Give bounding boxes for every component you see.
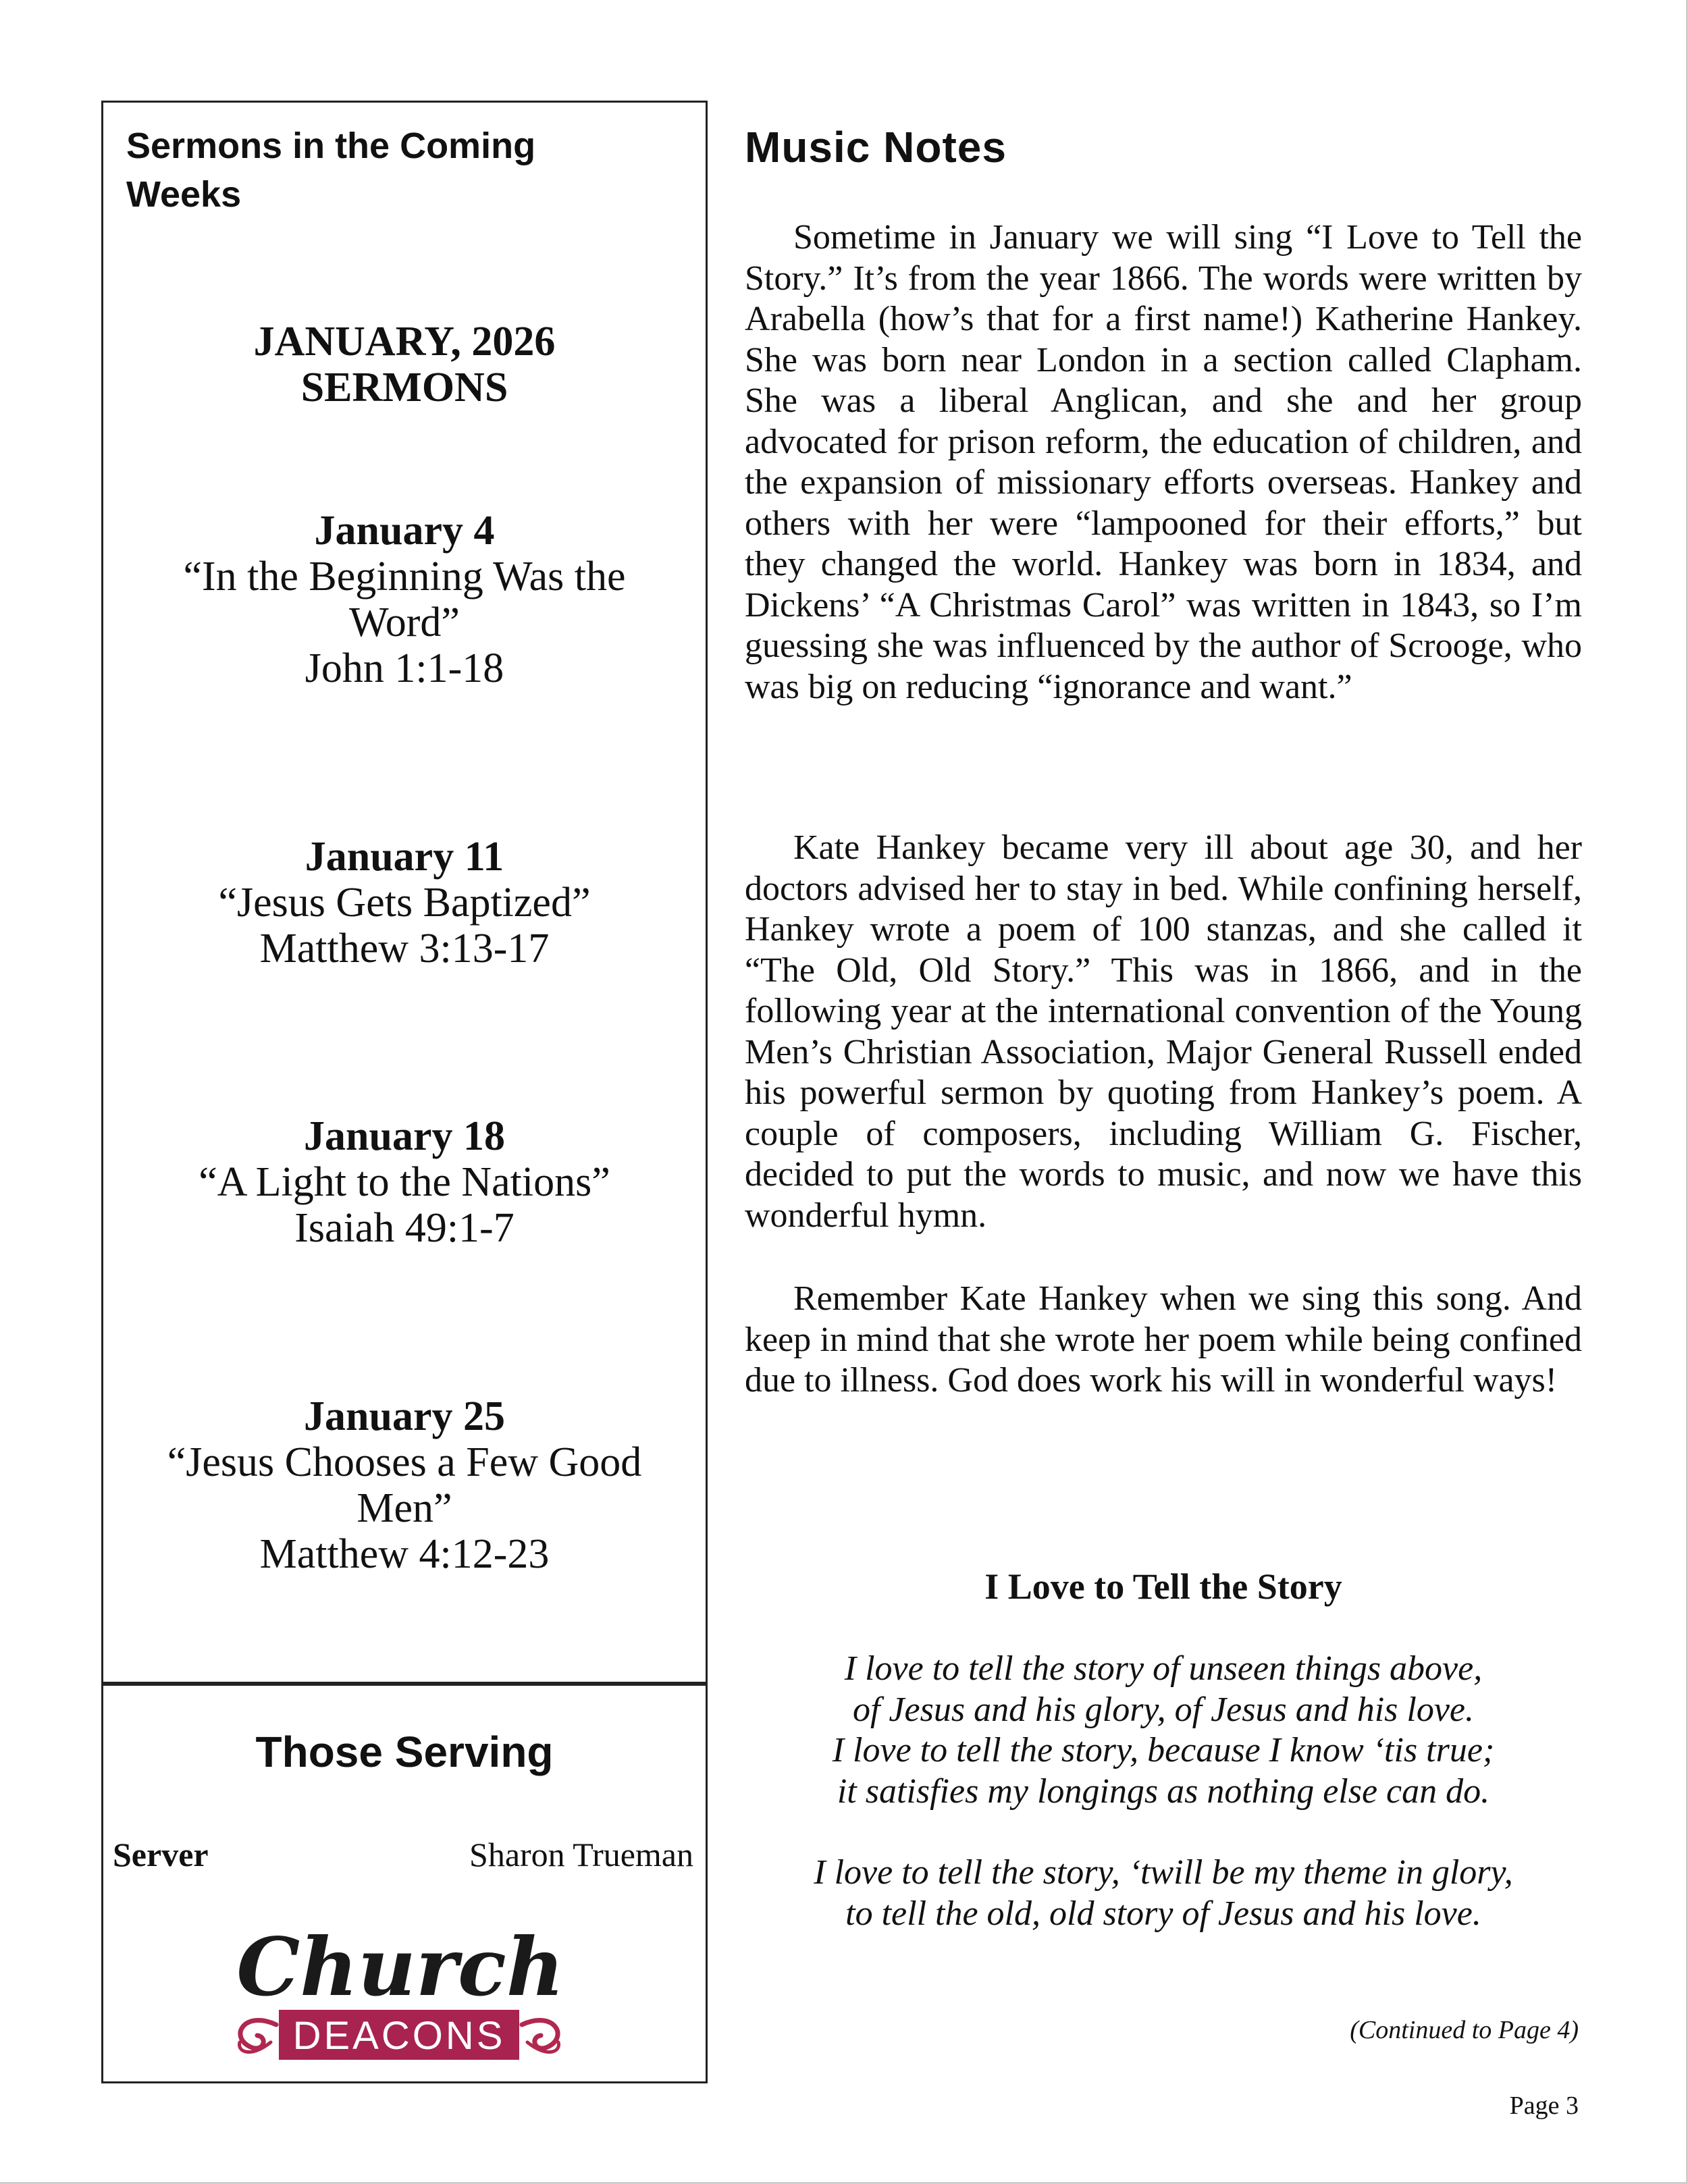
- music-notes-heading: Music Notes: [745, 123, 1007, 171]
- serving-person: Sharon Trueman: [469, 1836, 693, 1873]
- hymn-line: it satisfies my longings as nothing else can do.: [837, 1772, 1490, 1811]
- sermon-reference: Matthew 4:12-23: [259, 1531, 550, 1577]
- sermon-date: January 11: [305, 834, 504, 880]
- sermon-entry: [103, 834, 706, 971]
- sermon-date: January 18: [304, 1113, 505, 1159]
- serving-role: Server: [113, 1836, 209, 1873]
- sermon-title: “Jesus Chooses a Few Good Men”: [167, 1439, 642, 1531]
- sermon-reference: John 1:1-18: [305, 645, 504, 691]
- sermon-date: January 4: [314, 508, 495, 554]
- logo-banner-text: DEACONS: [292, 2014, 506, 2058]
- hymn-line: I love to tell the story of unseen things above,: [844, 1649, 1483, 1688]
- continued-note: (Continued to Page 4): [1350, 2016, 1579, 2044]
- sermon-title: “In the Beginning Was the Word”: [183, 554, 626, 645]
- sermon-entry: [103, 1113, 706, 1251]
- sermons-box: [101, 101, 708, 1684]
- sermon-title: “A Light to the Nations”: [199, 1159, 610, 1205]
- sermon-title: “Jesus Gets Baptized”: [218, 880, 591, 926]
- sermon-reference: Isaiah 49:1-7: [294, 1205, 515, 1251]
- hymn-line: of Jesus and his glory, of Jesus and his love.: [852, 1690, 1475, 1729]
- month-title-line: JANUARY, 2026: [253, 319, 556, 365]
- month-title: [103, 319, 706, 410]
- music-notes-paragraph: Kate Hankey became very ill about age 30, and her doctors advised her to stay in bed. While confining herself, Hankey wrote a poem of 100 stanzas, and she called it “The Old, Old Story.” This was in 1866, and in the following year at the international convention of the Young Men’s Christian Association, Major General Russell ended his powerful sermon by quoting from Hankey’s poem. A couple of composers, including William G. Fischer, decided to put the words to music, and now we have this wonderful hymn.: [745, 828, 1582, 1235]
- hymn-stanza: [745, 1853, 1582, 1934]
- sermon-entry: [103, 1393, 706, 1577]
- sermon-date: January 25: [304, 1393, 505, 1439]
- month-title-line: SERMONS: [300, 365, 508, 410]
- sermons-heading: Sermons in the Coming Weeks: [126, 126, 536, 215]
- hymn-line: to tell the old, old story of Jesus and his love.: [845, 1894, 1481, 1933]
- sermon-reference: Matthew 3:13-17: [259, 926, 550, 971]
- logo-script-text: Church: [236, 1920, 564, 2014]
- serving-heading: Those Serving: [255, 1728, 554, 1776]
- hymn-title: I Love to Tell the Story: [984, 1566, 1342, 1607]
- hymn-stanza: [745, 1649, 1582, 1812]
- music-notes-paragraph: Remember Kate Hankey when we sing this song. And keep in mind that she wrote her poem while being confined due to illness. God does work his will in wonderful ways!: [745, 1279, 1582, 1400]
- hymn-line: I love to tell the story, because I know ‘tis true;: [832, 1731, 1495, 1769]
- church-deacons-logo: [223, 1909, 575, 2077]
- sermon-entry: [103, 508, 706, 691]
- page-number: Page 3: [1509, 2092, 1579, 2120]
- hymn-line: I love to tell the story, ‘twill be my theme in glory,: [814, 1853, 1513, 1892]
- serving-box: [101, 1684, 708, 2083]
- music-notes-paragraph: Sometime in January we will sing “I Love to Tell the Story.” It’s from the year 1866. The words were written by Arabella (how’s that for a first name!) Katherine Hankey. She was born near London in a section called Clapham. She was a liberal Anglican, and she and her group advocated for prison reform, the education of children, and the expansion of missionary efforts overseas. Hankey and others with her were “lampooned for their efforts,” but they changed the world. Hankey was born in 1834, and Dickens’ “A Christmas Carol” was written in 1843, so I’m guessing she was influenced by the author of Scrooge, who was big on reducing “ignorance and want.”: [745, 218, 1582, 706]
